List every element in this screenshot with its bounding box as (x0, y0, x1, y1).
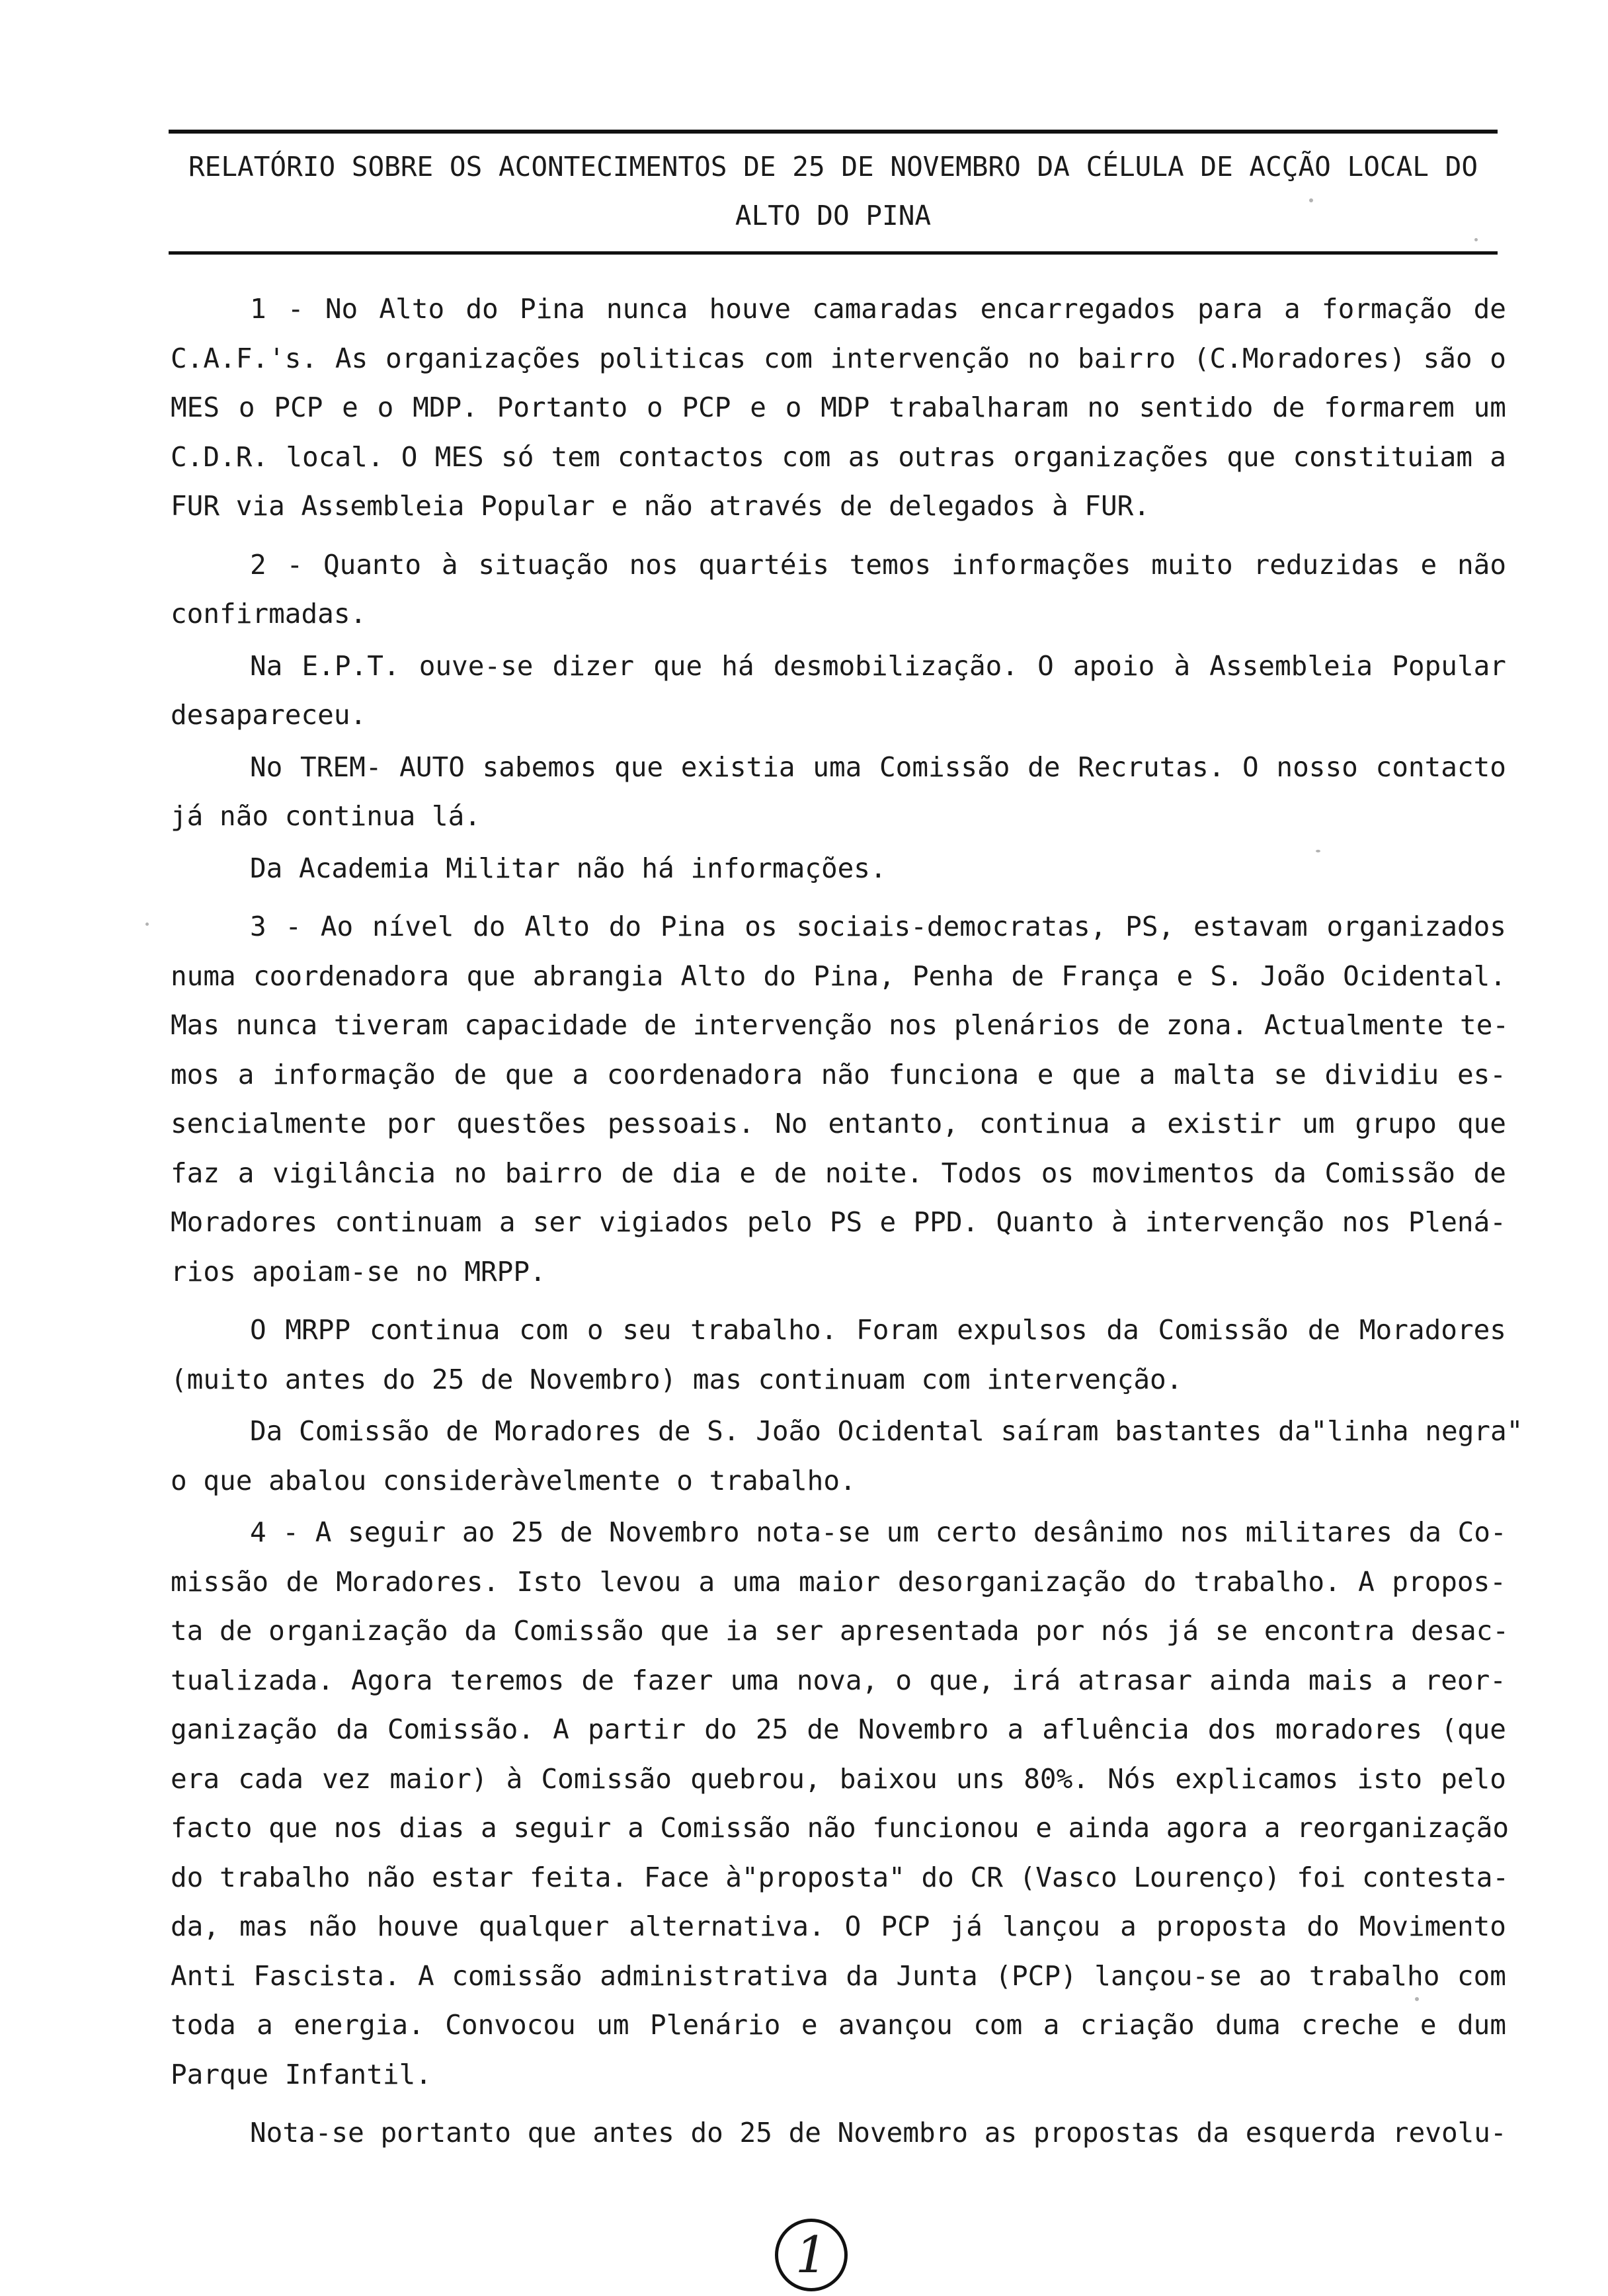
text-line: C.D.R. local. O MES só tem contactos com as outras organizações que constituiam a (171, 440, 1506, 473)
text-line: missão de Moradores. Isto levou a uma maior desorganização do trabalho. A propos- (171, 1565, 1506, 1598)
text-line: 4 - A seguir ao 25 de Novembro nota-se um certo desânimo nos militares da Co- (250, 1516, 1507, 1548)
scan-speck (1316, 850, 1320, 852)
page-number: 1 (775, 2219, 848, 2291)
text-line: faz a vigilância no bairro de dia e de noite. Todos os movimentos da Comissão de (171, 1157, 1506, 1189)
text-line: No TREM- AUTO sabemos que existia uma Comissão de Recrutas. O nosso contacto (250, 751, 1506, 783)
paragraph (171, 902, 1509, 1296)
top-rule (169, 130, 1498, 134)
text-line: desapareceu. (171, 699, 367, 731)
paragraph (171, 1508, 1509, 2099)
text-line: Na E.P.T. ouve-se dizer que há desmobilização. O apoio à Assembleia Popular (250, 649, 1506, 682)
text-line: ta de organização da Comissão que ia ser apresentada por nós já se encontra desac- (171, 1615, 1509, 1647)
text-line: era cada vez maior) à Comissão quebrou, baixou uns 80%. Nós explicamos isto pelo (171, 1762, 1506, 1795)
text-line: da, mas não houve qualquer alternativa. O PCP já lançou a proposta do Movimento (171, 1910, 1506, 1942)
paragraph (171, 1305, 1506, 1404)
text-line: facto que nos dias a seguir a Comissão não funcionou e ainda agora a reorganização (171, 1812, 1509, 1844)
text-line: mos a informação de que a coordenadora não funciona e que a malta se dividiu es- (171, 1058, 1506, 1090)
paragraph (171, 2108, 1506, 2158)
scan-speck (1415, 1997, 1419, 2001)
text-line: Nota-se portanto que antes do 25 de Novembro as propostas da esquerda revolu- (250, 2117, 1507, 2149)
text-line: Da Comissão de Moradores de S. João Ocidental saíram bastantes da"linha negra" (250, 1415, 1523, 1447)
text-line: Anti Fascista. A comissão administrativa da Junta (PCP) lançou-se ao trabalho com (171, 1959, 1506, 1992)
text-line: sencialmente por questões pessoais. No entanto, continua a existir um grupo que (171, 1108, 1506, 1139)
paragraph (171, 540, 1506, 639)
text-line: 2 - Quanto à situação nos quartéis temos informações muito reduzidas e não (250, 548, 1506, 581)
document-title-line-2: ALTO DO PINA (735, 200, 932, 231)
paragraph (171, 844, 1506, 893)
bottom-rule (169, 251, 1498, 255)
text-line: do trabalho não estar feita. Face à"proposta" do CR (Vasco Lourenço) foi contesta- (171, 1861, 1509, 1893)
text-line: o que abalou consideràvelmente o trabalho. (171, 1464, 856, 1496)
text-line: 1 - No Alto do Pina nunca houve camaradas encarregados para a formação de (250, 293, 1506, 325)
text-line: já não continua lá. (171, 800, 481, 832)
text-line: Moradores continuam a ser vigiados pelo PS e PPD. Quanto à intervenção nos Plená- (171, 1206, 1506, 1238)
text-line: tualizada. Agora teremos de fazer uma nova, o que, irá atrasar ainda mais a reor- (171, 1664, 1506, 1696)
text-line: FUR via Assembleia Popular e não através de delegados à FUR. (171, 490, 1150, 522)
paragraph (171, 1407, 1523, 1505)
text-line: MES o PCP e o MDP. Portanto o PCP e o MDP trabalharam no sentido de formarem um (171, 391, 1506, 423)
document-body (171, 284, 1523, 2158)
paragraph (171, 641, 1506, 740)
text-line: 3 - Ao nível do Alto do Pina os sociais-democratas, PS, estavam organizados (250, 911, 1506, 942)
text-line: confirmadas. (171, 598, 367, 630)
text-line: (muito antes do 25 de Novembro) mas continuam com intervenção. (171, 1363, 1183, 1395)
text-line: O MRPP continua com o seu trabalho. Foram expulsos da Comissão de Moradores (250, 1314, 1506, 1346)
text-line: Parque Infantil. (171, 2058, 432, 2090)
text-line: Mas nunca tiveram capacidade de intervenção nos plenários de zona. Actualmente te- (171, 1009, 1509, 1041)
text-line: rios apoiam-se no MRPP. (171, 1255, 546, 1288)
document-title-line-1: RELATÓRIO SOBRE OS ACONTECIMENTOS DE 25 DE NOVEMBRO DA CÉLULA DE ACÇÃO LOCAL DO (188, 151, 1478, 183)
text-line: ganização da Comissão. A partir do 25 de Novembro a afluência dos moradores (que (171, 1713, 1506, 1745)
scan-speck (1309, 198, 1313, 202)
paragraph (171, 743, 1506, 841)
text-line: C.A.F.'s. As organizações politicas com intervenção no bairro (C.Moradores) são o (171, 342, 1506, 374)
text-line: Da Academia Militar não há informações. (250, 852, 887, 884)
text-line: numa coordenadora que abrangia Alto do Pina, Penha de França e S. João Ocidental. (171, 960, 1506, 992)
text-line: toda a energia. Convocou um Plenário e avançou com a criação duma creche e dum (171, 2009, 1506, 2041)
paragraph (171, 284, 1506, 531)
scan-speck (1474, 238, 1478, 241)
scan-speck (145, 922, 149, 926)
